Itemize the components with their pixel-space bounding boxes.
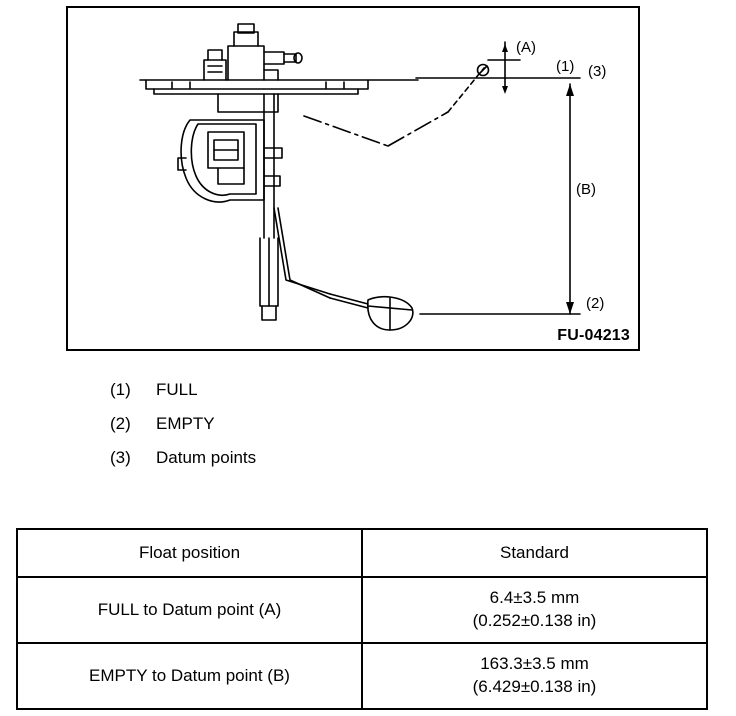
table-header-row <box>17 529 707 577</box>
callout-2-label: (2) <box>586 295 605 312</box>
row-label-empty-to-datum: EMPTY to Datum point (B) <box>17 643 362 709</box>
table-row <box>17 577 707 643</box>
legend-item-number: (2) <box>110 414 131 433</box>
float-arm-icon <box>274 208 368 308</box>
figure-panel <box>66 6 640 351</box>
row-value-full-to-datum <box>362 577 707 643</box>
value-in: (0.252±0.138 in) <box>472 611 597 630</box>
datum-point-icon <box>478 65 489 76</box>
legend-item-label: FULL <box>156 380 198 399</box>
value-in: (6.429±0.138 in) <box>472 677 597 696</box>
callout-a-label: (A) <box>516 39 536 56</box>
sender-stem-icon <box>260 94 278 320</box>
table-row <box>17 643 707 709</box>
value-mm: 6.4±3.5 mm <box>489 588 580 608</box>
legend-item <box>110 380 530 414</box>
tank-flange-icon <box>140 80 418 94</box>
fuel-sender-diagram <box>68 8 638 349</box>
float-ball-icon <box>368 297 413 330</box>
legend-item-label: Datum points <box>156 448 257 467</box>
column-header-float-position: Float position <box>17 529 362 577</box>
sender-housing-icon <box>178 94 282 202</box>
legend-item-number: (1) <box>110 380 131 399</box>
callout-1-label: (1) <box>556 58 575 75</box>
callout-3-label: (3) <box>588 63 607 80</box>
fuel-level-sender-icon <box>204 24 302 80</box>
dimension-arrow-icon <box>416 42 580 314</box>
value-mm: 163.3±3.5 mm <box>480 654 589 674</box>
row-label-full-to-datum: FULL to Datum point (A) <box>17 577 362 643</box>
legend-item-label: EMPTY <box>156 414 215 433</box>
float-position-spec-table <box>16 528 708 710</box>
legend-item <box>110 414 530 448</box>
column-header-standard: Standard <box>362 529 707 577</box>
legend-item <box>110 448 530 482</box>
row-value-empty-to-datum <box>362 643 707 709</box>
figure-code: FU-04213 <box>557 327 630 344</box>
figure-legend <box>110 380 530 482</box>
leader-line-icon <box>304 112 448 146</box>
legend-item-number: (3) <box>110 448 131 467</box>
callout-b-label: (B) <box>576 181 596 198</box>
